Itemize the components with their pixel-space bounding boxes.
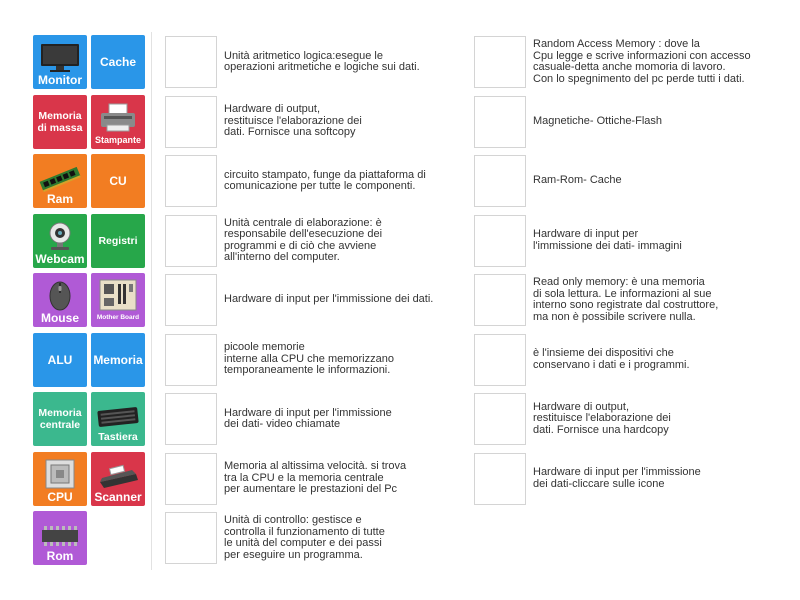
- match-description: Unità di controllo: gestisce e controlla il funzionamento di tutte le unità del computer e dei passi per eseguire un programma.: [224, 514, 385, 561]
- monitor-icon: [38, 43, 82, 74]
- tile-webcam[interactable]: [33, 214, 87, 268]
- tile-label: Monitor: [38, 73, 82, 87]
- drop-slot[interactable]: [474, 215, 526, 267]
- tile-label: Tastiera: [98, 431, 138, 443]
- keyboard-icon: [96, 404, 140, 431]
- tile-label: Cache: [99, 55, 137, 69]
- tile-label: Memoria: [93, 352, 143, 367]
- scanner-icon: [96, 464, 140, 491]
- tile-label: Mouse: [40, 311, 79, 325]
- tile-rom[interactable]: [33, 511, 87, 565]
- match-description: Hardware di input per l'immissione dei dati- immagini: [533, 228, 682, 252]
- tile-label: Scanner: [94, 489, 142, 504]
- tile-label: Webcam: [35, 251, 85, 266]
- match-description: è l'insieme dei dispositivi che conservano i dati e i programmi.: [533, 347, 690, 371]
- tile-label: Memoria di massa: [37, 109, 83, 134]
- tile-scanner[interactable]: [91, 452, 145, 506]
- match-description: Ram-Rom- Cache: [533, 174, 622, 186]
- tile-label: Stampante: [94, 134, 141, 145]
- drop-slot[interactable]: [474, 96, 526, 148]
- tile-label: Rom: [46, 549, 74, 563]
- tile-cache[interactable]: [91, 35, 145, 89]
- match-description: Hardware di output, restituisce l'elaborazione dei dati. Fornisce una softcopy: [224, 103, 362, 138]
- printer-icon: [96, 103, 140, 134]
- match-description: Hardware di input per l'immissione dei dati- video chiamate: [224, 406, 392, 430]
- match-description: Hardware di output, restituisce l'elaborazione dei dati. Fornisce una hardcopy: [533, 400, 671, 436]
- tile-stampante[interactable]: [91, 95, 145, 149]
- match-description: picoole memorie interne alla CPU che memorizzano temporaneamente le informazioni.: [224, 341, 394, 376]
- drop-slot[interactable]: [165, 215, 217, 267]
- tile-mouse[interactable]: [33, 273, 87, 327]
- tile-label: CPU: [47, 489, 73, 504]
- match-description: Unità aritmetico logica:esegue le operazioni aritmetiche e logiche sui dati.: [224, 49, 420, 73]
- drop-slot[interactable]: [165, 334, 217, 386]
- rom-icon: [38, 523, 82, 550]
- tile-cpu[interactable]: [33, 452, 87, 506]
- tile-label: CU: [109, 174, 127, 188]
- drop-slot[interactable]: [165, 453, 217, 505]
- drop-slot[interactable]: [474, 36, 526, 88]
- webcam-icon: [38, 222, 82, 253]
- match-description: Unità centrale di elaborazione: è responsabile dell'esecuzione dei programmi e di ciò che avviene all'interno del computer.: [224, 216, 383, 263]
- match-description: circuito stampato, funge da piattaforma di comunicazione per tutte le componenti.: [224, 168, 426, 192]
- tile-ram[interactable]: [33, 154, 87, 208]
- tile-cu[interactable]: [91, 154, 145, 208]
- drop-slot[interactable]: [165, 36, 217, 88]
- tile-memoria-di-massa[interactable]: [33, 95, 87, 149]
- match-description: Hardware di input per l'immissione dei dati.: [224, 293, 434, 305]
- tile-memoria[interactable]: [91, 333, 145, 387]
- drop-slot[interactable]: [165, 155, 217, 207]
- mouse-icon: [38, 281, 82, 312]
- match-description: Random Access Memory : dove la Cpu legge e scrive informazioni con accesso casuale-detta anche momoria di lavoro. Con lo spegnimento del pc perde tutti i dati.: [533, 38, 751, 85]
- drop-slot[interactable]: [474, 155, 526, 207]
- tile-mother-board[interactable]: [91, 273, 145, 327]
- drop-slot[interactable]: [165, 96, 217, 148]
- tile-monitor[interactable]: [33, 35, 87, 89]
- drop-slot[interactable]: [474, 393, 526, 445]
- match-description: Memoria al altissima velocità. si trova tra la CPU e la memoria centrale per aumentare le prestazioni del Pc: [224, 460, 407, 495]
- drop-slot[interactable]: [474, 274, 526, 326]
- drop-slot[interactable]: [474, 334, 526, 386]
- drop-slot[interactable]: [474, 453, 526, 505]
- cpu-icon: [38, 458, 82, 491]
- match-description: Hardware di input per l'immissione dei dati-cliccare sulle icone: [533, 466, 701, 490]
- motherboard-icon: [96, 279, 140, 312]
- drop-slot[interactable]: [165, 274, 217, 326]
- tile-bank: [30, 32, 152, 570]
- tile-memoria-centrale[interactable]: [33, 392, 87, 446]
- match-description: Magnetiche- Ottiche-Flash: [533, 114, 662, 127]
- tile-label: ALU: [47, 352, 73, 367]
- ram-icon: [38, 166, 82, 193]
- tile-label: Mother Board: [96, 314, 140, 321]
- drop-slot[interactable]: [165, 393, 217, 445]
- tile-alu[interactable]: [33, 333, 87, 387]
- drop-slot[interactable]: [165, 512, 217, 564]
- tile-label: Memoria centrale: [38, 407, 82, 431]
- match-description: Read only memory: è una memoria di sola lettura. Le informazioni al sue interno sono registrate dal costruttore, ma non è possibile scrivere nulla.: [533, 276, 719, 323]
- tile-label: Registri: [98, 234, 138, 247]
- tile-tastiera[interactable]: [91, 392, 145, 446]
- tile-registri[interactable]: [91, 214, 145, 268]
- tile-label: Ram: [46, 192, 73, 206]
